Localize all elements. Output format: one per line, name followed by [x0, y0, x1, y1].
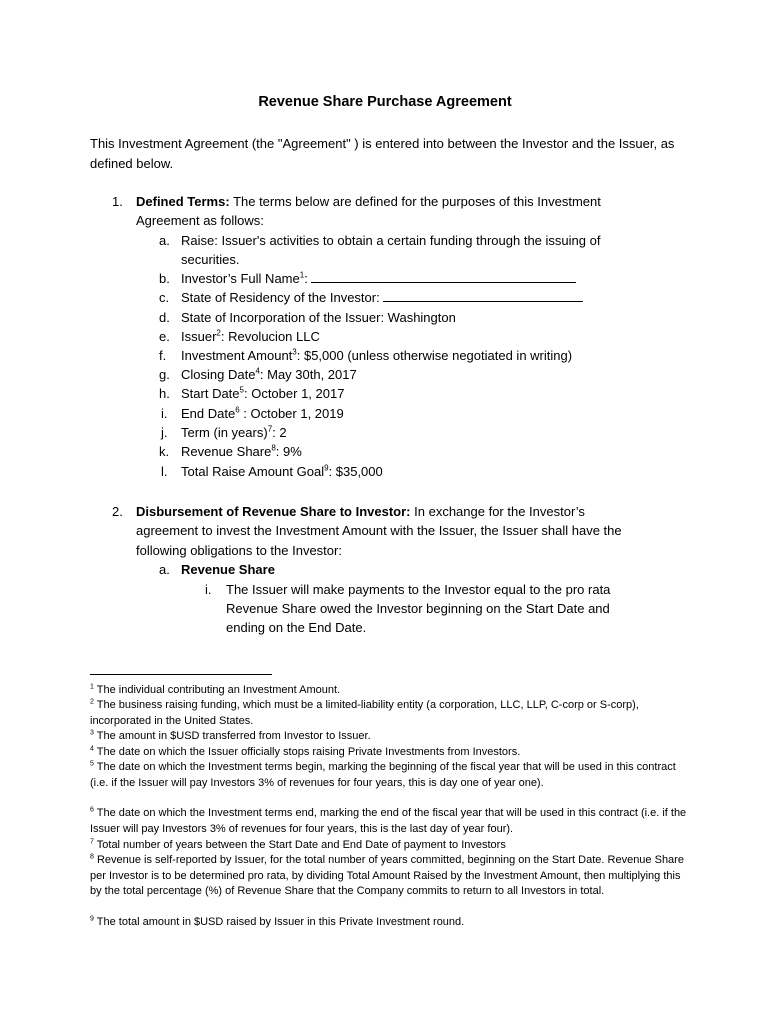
footnote-9	[90, 915, 690, 931]
footnote-7-text: Total number of years between the Start Date and End Date of payment to Investors	[96, 839, 506, 851]
item-a-line-2: securities.	[181, 252, 240, 267]
item-l-label: Total Raise Amount Goal	[181, 464, 325, 479]
section-1-text-2: Agreement as follows:	[136, 213, 264, 228]
section-2ai-marker: i.	[205, 582, 212, 597]
item-g	[181, 365, 357, 384]
footnote-ref-9: 9	[324, 463, 329, 473]
document-title: Revenue Share Purchase Agreement	[258, 94, 512, 110]
section-2-number: 2.	[112, 504, 123, 519]
item-g-value: : May 30th, 2017	[259, 367, 357, 382]
item-j-label: Term (in years)	[181, 425, 268, 440]
section-1-number: 1.	[112, 194, 123, 209]
item-e-marker: e.	[159, 329, 170, 344]
section-2ai-line-3: ending on the End Date.	[226, 620, 367, 635]
footnote-4-text: The date on which the Issuer officially stops raising Private Investments from Investors.	[96, 746, 521, 758]
section-2ai-line-2: Revenue Share owed the Investor beginning on the Start Date and	[226, 601, 610, 616]
item-l	[181, 462, 383, 481]
footnote-5-text: The date on which the Investment terms begin, marking the beginning of the fiscal year that will be used in this contract (i.e. if the Issuer will pay Investors 3% of revenues for four years, this is day one of year one).	[90, 761, 676, 789]
item-a-marker: a.	[159, 233, 170, 248]
intro-paragraph: This Investment Agreement (the "Agreement" ) is entered into between the Investor and the Issuer, as defined below.	[90, 136, 675, 171]
item-g-marker: g.	[159, 367, 170, 382]
footnote-ref-3: 3	[292, 347, 297, 357]
footnote-2-num: 2	[90, 698, 94, 706]
footnote-1	[90, 683, 690, 699]
section-1-line-1	[136, 192, 601, 211]
footnote-8-num: 8	[90, 853, 94, 861]
item-k-value: : 9%	[275, 444, 302, 459]
item-d-label: State of Incorporation of the Issuer: Washington	[181, 310, 456, 325]
item-b-marker: b.	[159, 271, 170, 286]
footnote-divider	[90, 674, 272, 675]
footnote-ref-5: 5	[239, 385, 244, 395]
footnote-3	[90, 729, 690, 745]
footnote-6	[90, 806, 690, 837]
footnote-6-num: 6	[90, 806, 94, 814]
footnote-ref-7: 7	[267, 424, 273, 434]
footnote-4-num: 4	[90, 745, 94, 753]
footnote-7	[90, 838, 690, 854]
item-k-label: Revenue Share	[181, 444, 272, 459]
item-j-value: : 2	[272, 425, 287, 440]
item-j-marker: j.	[161, 425, 168, 440]
item-c	[181, 288, 583, 307]
item-i	[181, 404, 344, 423]
item-j	[181, 423, 287, 442]
residency-state-field[interactable]	[383, 289, 583, 302]
item-i-label: End Date	[181, 406, 236, 421]
item-h-label: Start Date	[181, 386, 240, 401]
item-e-label: Issuer	[181, 329, 217, 344]
item-i-value: : October 1, 2019	[239, 406, 344, 421]
footnote-2-text: The business raising funding, which must be a limited-liability entity (a corporation, LLC, LLP, C-corp or S-corp), incorporated in the United States.	[90, 699, 639, 727]
footnote-1-num: 1	[90, 683, 94, 691]
footnote-ref-4: 4	[255, 366, 260, 376]
item-c-label: State of Residency of the Investor:	[181, 290, 380, 305]
item-e	[181, 327, 320, 346]
item-k-marker: k.	[159, 444, 170, 459]
item-k	[181, 442, 302, 461]
item-d-marker: d.	[159, 310, 170, 325]
item-h-value: : October 1, 2017	[243, 386, 345, 401]
item-i-marker: i.	[161, 406, 168, 421]
footnote-5-num: 5	[90, 760, 94, 768]
footnote-3-num: 3	[90, 729, 94, 737]
footnote-ref-6: 6	[235, 405, 240, 415]
section-2ai-line-1: The Issuer will make payments to the Investor equal to the pro rata	[226, 582, 611, 597]
footnote-2	[90, 698, 690, 729]
item-f-marker: f.	[159, 348, 167, 363]
section-2a-line	[181, 560, 275, 579]
section-1-heading: Defined Terms:	[136, 194, 230, 209]
item-g-label: Closing Date	[181, 367, 256, 382]
section-2a-heading: Revenue Share	[181, 562, 275, 577]
section-1-text-1: The terms below are defined for the purposes of this Investment	[233, 194, 601, 209]
footnote-ref-8: 8	[271, 443, 276, 453]
footnote-ref-1: 1	[299, 270, 305, 280]
section-2-heading: Disbursement of Revenue Share to Investor:	[136, 504, 411, 519]
footnote-5	[90, 760, 690, 791]
footnote-8-text: Revenue is self-reported by Issuer, for the total number of years committed, beginning on the Start Date. Revenue Share per Investor is to be determined pro rata, by dividing Total Amount Raised by the Investment Amount, then multiplying this by the total percentage (%) of Revenue Share that the Company commits to return to all Investors in total.	[90, 854, 684, 897]
footnote-9-text: The total amount in $USD raised by Issuer in this Private Investment round.	[96, 916, 465, 928]
footnote-8	[90, 853, 690, 900]
section-2-text-1: In exchange for the Investor’s	[414, 504, 585, 519]
footnote-4	[90, 745, 690, 761]
section-2a-marker: a.	[159, 562, 170, 577]
footnote-1-text: The individual contributing an Investment Amount.	[96, 684, 341, 696]
item-f	[181, 346, 572, 365]
item-h	[181, 384, 344, 403]
item-l-value: : $35,000	[328, 464, 383, 479]
item-h-marker: h.	[159, 386, 170, 401]
item-b	[181, 269, 576, 288]
item-b-colon: :	[304, 271, 308, 286]
item-l-marker: l.	[161, 464, 168, 479]
section-2-text-3: following obligations to the Investor:	[136, 543, 342, 558]
section-2-line-1	[136, 502, 585, 521]
footnote-ref-2: 2	[216, 328, 221, 338]
item-e-value: : Revolucion LLC	[220, 329, 320, 344]
item-a-line-1: Raise: Issuer's activities to obtain a certain funding through the issuing of	[181, 233, 601, 248]
item-f-label: Investment Amount	[181, 348, 293, 363]
section-2-text-2: agreement to invest the Investment Amount with the Issuer, the Issuer shall have the	[136, 523, 622, 538]
footnote-7-num: 7	[90, 838, 94, 846]
item-b-label: Investor’s Full Name	[181, 271, 300, 286]
item-c-marker: c.	[159, 290, 170, 305]
footnote-6-text: The date on which the Investment terms end, marking the end of the fiscal year that will be used in this contract (i.e. if the Issuer will pay Investors 3% of revenues for four years, this is the last day of year four).	[90, 807, 687, 835]
investor-name-field[interactable]	[311, 270, 576, 283]
item-f-value: : $5,000 (unless otherwise negotiated in writing)	[296, 348, 573, 363]
footnote-3-text: The amount in $USD transferred from Investor to Issuer.	[96, 730, 371, 742]
footnote-9-num: 9	[90, 915, 94, 923]
